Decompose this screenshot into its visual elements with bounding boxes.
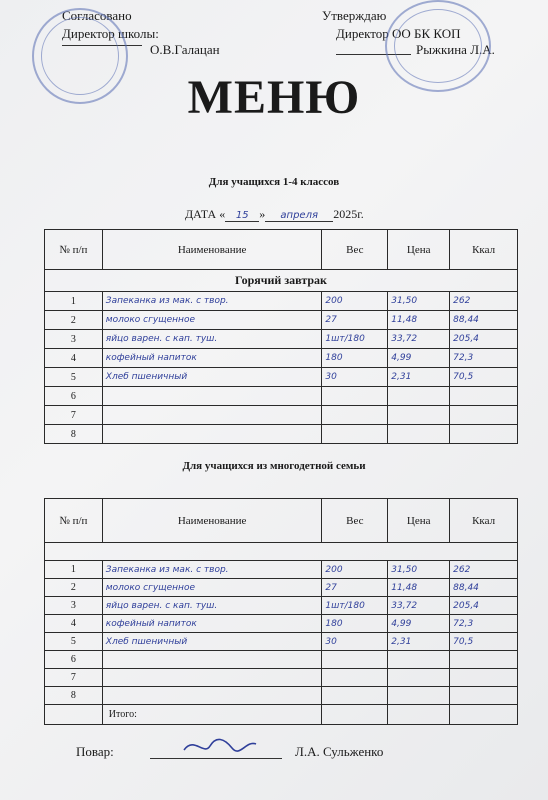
row-dish-name	[102, 651, 322, 669]
row-kcal: 88,44	[450, 579, 518, 597]
page-title: МЕНЮ	[187, 71, 361, 124]
row-dish-name: молоко сгущенное	[102, 579, 322, 597]
row-weight: 200	[322, 292, 388, 311]
row-dish-name: яйцо варен. с кап. туш.	[102, 330, 322, 349]
col-header-weight: Вес	[322, 499, 388, 543]
approval-left-signer: О.В.Галацан	[150, 42, 220, 57]
col-header-kcal: Ккал	[450, 499, 518, 543]
approval-right-position: Директор ОО БК КОП	[336, 26, 461, 41]
row-number: 7	[45, 669, 103, 687]
total-kcal-cell	[450, 705, 518, 725]
table-row	[45, 597, 518, 615]
row-number: 6	[45, 387, 103, 406]
row-price	[388, 651, 450, 669]
cook-name: Л.А. Сульженко	[295, 744, 384, 759]
row-weight	[322, 687, 388, 705]
table-row	[45, 651, 518, 669]
row-dish-name: молоко сгущенное	[102, 311, 322, 330]
section-subtitle-large-family: Для учащихся из многодетной семьи	[182, 460, 366, 472]
row-number: 6	[45, 651, 103, 669]
row-dish-name	[102, 687, 322, 705]
row-price: 2,31	[388, 633, 450, 651]
row-weight: 30	[322, 633, 388, 651]
row-weight: 27	[322, 311, 388, 330]
date-day: 15	[225, 210, 259, 222]
row-kcal: 72,3	[450, 349, 518, 368]
row-kcal	[450, 669, 518, 687]
row-kcal: 205,4	[450, 330, 518, 349]
row-price: 4,99	[388, 615, 450, 633]
row-price	[388, 406, 450, 425]
table-row	[45, 330, 518, 349]
row-dish-name: Хлеб пшеничный	[102, 633, 322, 651]
row-price: 33,72	[388, 330, 450, 349]
row-number: 3	[45, 330, 103, 349]
row-weight: 1шт/180	[322, 597, 388, 615]
approval-left-position: Директор школы:	[62, 26, 159, 41]
table-row	[45, 579, 518, 597]
row-weight	[322, 387, 388, 406]
approval-right-signer: Рыжкина Л.А.	[416, 42, 495, 57]
col-header-price: Цена	[388, 499, 450, 543]
row-number: 4	[45, 349, 103, 368]
total-weight-cell	[322, 705, 388, 725]
row-price: 33,72	[388, 597, 450, 615]
col-header-price: Цена	[388, 230, 450, 270]
row-number: 7	[45, 406, 103, 425]
row-price: 31,50	[388, 292, 450, 311]
row-dish-name	[102, 387, 322, 406]
col-header-name: Наименование	[102, 499, 322, 543]
row-kcal: 262	[450, 561, 518, 579]
table-row	[45, 406, 518, 425]
spacer-row	[45, 543, 518, 561]
row-kcal	[450, 651, 518, 669]
table-header-row	[45, 499, 518, 543]
row-kcal: 88,44	[450, 311, 518, 330]
table-row	[45, 425, 518, 444]
row-number: 5	[45, 633, 103, 651]
row-kcal	[450, 406, 518, 425]
table-row	[45, 615, 518, 633]
table-row	[45, 311, 518, 330]
row-dish-name: кофейный напиток	[102, 349, 322, 368]
date-suffix: 2025г.	[333, 207, 364, 221]
row-kcal	[450, 687, 518, 705]
table-row	[45, 669, 518, 687]
row-number: 3	[45, 597, 103, 615]
table-row	[45, 292, 518, 311]
row-number: 1	[45, 292, 103, 311]
row-price	[388, 425, 450, 444]
total-label: Итого:	[102, 705, 322, 725]
row-dish-name	[102, 425, 322, 444]
row-number: 2	[45, 579, 103, 597]
menu-table-grades	[44, 229, 518, 444]
row-dish-name: Запеканка из мак. с твор.	[102, 292, 322, 311]
row-dish-name	[102, 406, 322, 425]
date-line	[185, 207, 364, 222]
col-header-name: Наименование	[102, 230, 322, 270]
row-price: 4,99	[388, 349, 450, 368]
row-kcal: 70,5	[450, 368, 518, 387]
section-subtitle-grades: Для учащихся 1-4 классов	[208, 176, 340, 188]
row-price: 2,31	[388, 368, 450, 387]
cook-signature	[180, 730, 260, 760]
approval-left-title: Согласовано	[62, 8, 132, 23]
table-row	[45, 561, 518, 579]
row-weight: 30	[322, 368, 388, 387]
table-row	[45, 633, 518, 651]
row-price	[388, 687, 450, 705]
row-weight: 180	[322, 349, 388, 368]
row-price: 11,48	[388, 579, 450, 597]
row-kcal: 70,5	[450, 633, 518, 651]
row-price	[388, 387, 450, 406]
col-header-kcal: Ккал	[450, 230, 518, 270]
table-header-row	[45, 230, 518, 270]
table-row	[45, 368, 518, 387]
row-kcal: 72,3	[450, 615, 518, 633]
section-hot-breakfast: Горячий завтрак	[45, 270, 518, 292]
row-kcal: 205,4	[450, 597, 518, 615]
cook-label: Повар:	[76, 744, 114, 759]
date-month: апреля	[265, 210, 333, 222]
total-row	[45, 705, 518, 725]
row-price: 11,48	[388, 311, 450, 330]
row-dish-name: Запеканка из мак. с твор.	[102, 561, 322, 579]
approval-right-title: Утверждаю	[322, 8, 387, 23]
row-weight	[322, 669, 388, 687]
row-weight: 27	[322, 579, 388, 597]
row-number: 2	[45, 311, 103, 330]
row-number: 8	[45, 687, 103, 705]
col-header-num: № п/п	[45, 499, 103, 543]
row-number: 4	[45, 615, 103, 633]
col-header-num: № п/п	[45, 230, 103, 270]
row-number: 5	[45, 368, 103, 387]
row-weight: 180	[322, 615, 388, 633]
row-kcal	[450, 387, 518, 406]
row-dish-name: Хлеб пшеничный	[102, 368, 322, 387]
menu-table-large-family	[44, 498, 518, 725]
row-kcal	[450, 425, 518, 444]
row-dish-name: яйцо варен. с кап. туш.	[102, 597, 322, 615]
row-price: 31,50	[388, 561, 450, 579]
row-dish-name: кофейный напиток	[102, 615, 322, 633]
col-header-weight: Вес	[322, 230, 388, 270]
row-weight	[322, 651, 388, 669]
row-number: 8	[45, 425, 103, 444]
row-kcal: 262	[450, 292, 518, 311]
row-dish-name	[102, 669, 322, 687]
table-row	[45, 687, 518, 705]
table-row	[45, 387, 518, 406]
row-price	[388, 669, 450, 687]
row-weight	[322, 425, 388, 444]
total-price-cell	[388, 705, 450, 725]
date-mid: »	[259, 207, 266, 221]
row-number: 1	[45, 561, 103, 579]
date-prefix: ДАТА «	[185, 207, 226, 221]
row-weight: 1шт/180	[322, 330, 388, 349]
table-row	[45, 349, 518, 368]
total-num-cell	[45, 705, 103, 725]
row-weight: 200	[322, 561, 388, 579]
row-weight	[322, 406, 388, 425]
